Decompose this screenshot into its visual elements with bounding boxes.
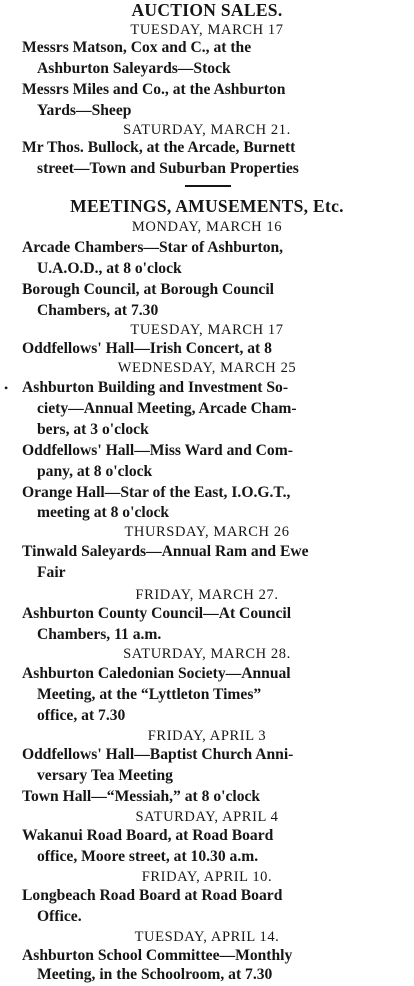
auction-entry-line: Messrs Miles and Co., at the Ashburton	[22, 81, 286, 98]
meetings-date-mon-mar16: MONDAY, MARCH 16	[131, 219, 283, 235]
auction-entry-line: street—Town and Suburban Properties	[37, 160, 299, 177]
auction-sales-heading: AUCTION SALES.	[131, 0, 283, 20]
meeting-entry-line: Ashburton County Council—At Council	[22, 605, 292, 622]
meeting-entry-line: pany, at 8 o'clock	[37, 463, 153, 480]
meetings-date-tue-apr14: TUESDAY, APRIL 14.	[134, 929, 280, 945]
meeting-entry-line: Ashburton School Committee—Monthly	[22, 947, 293, 964]
meeting-entry-line: Chambers, at 7.30	[37, 302, 159, 319]
meetings-date-fri-mar27: FRIDAY, MARCH 27.	[135, 587, 279, 603]
meeting-entry-line: Meeting, at the “Lyttleton Times”	[37, 686, 262, 703]
meeting-entry-line: Arcade Chambers—Star of Ashburton,	[22, 239, 284, 256]
meeting-entry-line: versary Tea Meeting	[37, 767, 173, 784]
meetings-date-sat-apr4: SATURDAY, APRIL 4	[135, 809, 279, 825]
meeting-entry-line: Wakanui Road Board, at Road Board	[22, 827, 274, 844]
meeting-entry-line: Borough Council, at Borough Council	[22, 281, 275, 298]
meeting-entry-line: Town Hall—“Messiah,” at 8 o'clock	[22, 788, 261, 805]
auction-date-mar17: TUESDAY, MARCH 17	[130, 22, 284, 38]
meetings-heading: MEETINGS, AMUSEMENTS, Etc.	[70, 196, 344, 216]
meetings-date-sat-mar28: SATURDAY, MARCH 28.	[123, 646, 291, 662]
meetings-date-fri-apr3: FRIDAY, APRIL 3	[147, 728, 267, 744]
meeting-entry-line: bers, at 3 o'clock	[37, 421, 149, 438]
meeting-entry-line: Tinwald Saleyards—Annual Ram and Ewe	[22, 543, 309, 560]
meetings-date-thu-mar26: THURSDAY, MARCH 26	[124, 524, 290, 540]
auction-entry-line: Messrs Matson, Cox and C., at the	[22, 39, 252, 56]
meeting-entry-line: Longbeach Road Board at Road Board	[22, 887, 283, 904]
meeting-entry-line: meeting at 8 o'clock	[37, 504, 170, 521]
meetings-date-fri-apr10: FRIDAY, APRIL 10.	[141, 869, 273, 885]
meeting-entry-line: office, at 7.30	[37, 707, 126, 724]
meetings-date-tue-mar17: TUESDAY, MARCH 17	[130, 322, 284, 338]
meeting-entry-line: Office.	[37, 908, 82, 925]
meeting-entry-line: Meeting, in the Schoolroom, at 7.30	[37, 966, 273, 983]
meeting-entry-line: Orange Hall—Star of the East, I.O.G.T.,	[22, 484, 291, 501]
meeting-entry-line: Fair	[37, 564, 66, 581]
meeting-entry-line: Ashburton Caledonian Society—Annual	[22, 665, 291, 682]
meeting-entry-line: ciety—Annual Meeting, Arcade Cham-	[37, 400, 297, 417]
meeting-entry-line: Oddfellows' Hall—Miss Ward and Com-	[22, 442, 293, 459]
meeting-entry-line: office, Moore street, at 10.30 a.m.	[37, 848, 259, 865]
meeting-entry-line: U.A.O.D., at 8 o'clock	[37, 260, 182, 277]
auction-entry-line: Yards—Sheep	[37, 102, 132, 119]
section-divider	[185, 185, 231, 187]
meetings-date-wed-mar25: WEDNESDAY, MARCH 25	[117, 360, 297, 376]
meeting-entry-line: Chambers, 11 a.m.	[37, 626, 162, 643]
meeting-entry-line: Oddfellows' Hall—Irish Concert, at 8	[22, 340, 272, 357]
meeting-entry-line: Ashburton Building and Investment So-	[22, 379, 289, 396]
auction-entry-line: Mr Thos. Bullock, at the Arcade, Burnett	[22, 139, 296, 156]
meeting-entry-line: Oddfellows' Hall—Baptist Church Anni-	[22, 746, 294, 763]
auction-entry-line: Ashburton Saleyards—Stock	[37, 60, 231, 77]
stray-ink-dot: •	[4, 381, 9, 395]
auction-date-mar21: SATURDAY, MARCH 21.	[123, 122, 291, 138]
